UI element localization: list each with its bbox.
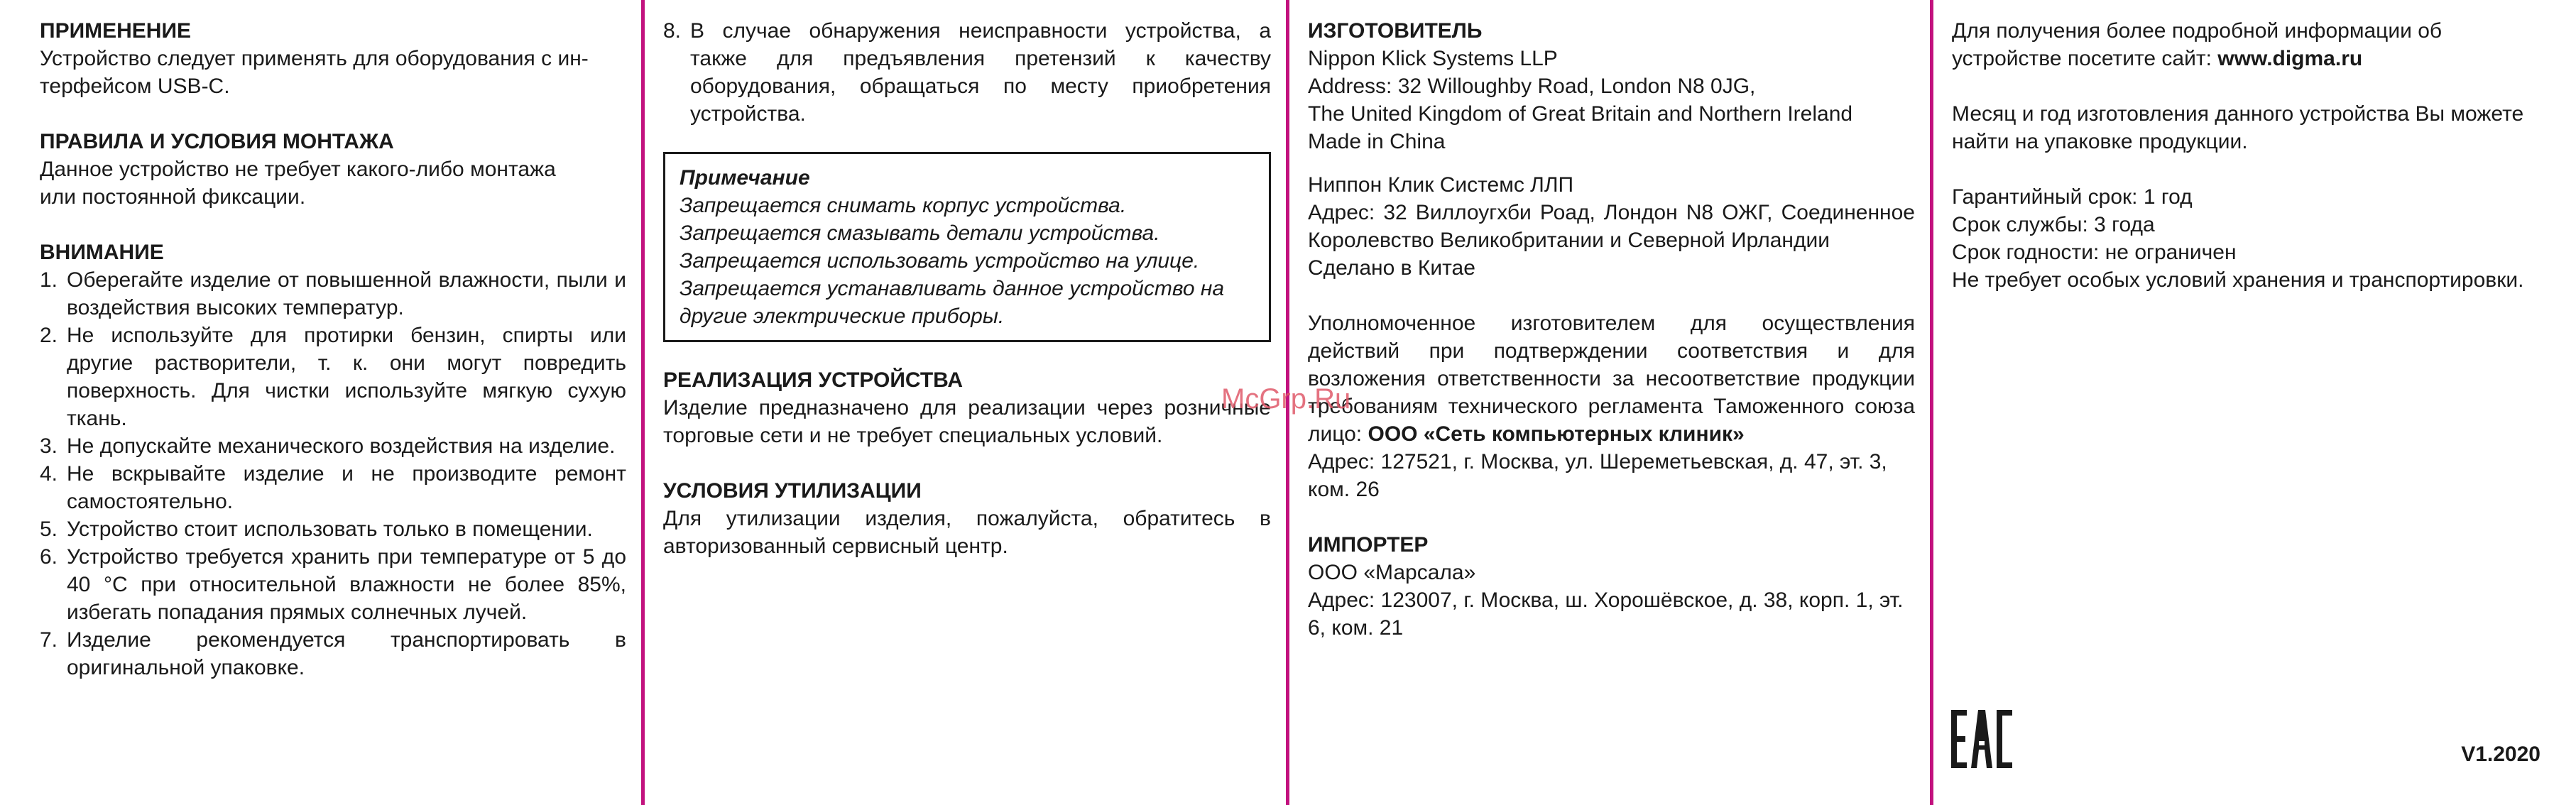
mount-title: ПРАВИЛА И УСЛОВИЯ МОНТАЖА [40,130,394,153]
warning-list-continued [663,17,1271,128]
usage-line-2: терфейсом USB-C. [40,75,230,98]
disposal-text: Для утилизации изделия, пожалуйста, обратитесь в авторизованный сервисный центр. [663,507,1271,558]
list-item [40,322,626,432]
authorized-address: Адрес: 127521, г. Москва, ул. Шереметьевская, д. 47, эт. 3, ком. 26 [1308,450,1887,501]
note-line: Запрещается устанавливать данное устройство на [680,277,1225,300]
list-item-text: В случае обнаружения неисправности устройства, а также для предъявления претензий к качеству оборудования, обращаться по месту приобретения устройства. [690,19,1271,126]
sale-title: РЕАЛИЗАЦИЯ УСТРОЙСТВА [663,368,963,392]
note-title: Примечание [680,166,810,190]
made-ru: Сделано в Китае [1308,256,1475,280]
list-item [40,460,626,515]
list-item-text: Не используйте для протирки бензин, спирты или другие растворители, т. к. они могут повредить поверхность. Для чистки используйте мягкую сухую ткань. [67,324,626,430]
list-item [40,626,626,681]
warranty-text: Гарантийный срок: 1 год [1952,185,2193,209]
list-item-number: 8. [663,19,682,43]
list-item-text: Устройство стоит использовать только в помещении. [67,518,593,541]
list-item [40,432,626,460]
warning-title: ВНИМАНИЕ [40,241,164,264]
info-text: Для получения более подробной информации об устройстве посетите сайт: [1952,19,2443,70]
company-en: Nippon Klick Systems LLP [1308,47,1558,70]
storage-text: Не требует особых условий хранения и транспортировки. [1952,268,2524,292]
info-block [1952,17,2541,72]
column-3 [1308,17,1915,642]
address-en-2: The United Kingdom of Great Britain and Northern Ireland [1308,102,1853,126]
list-item-number: 2. [40,324,58,347]
disposal-title: УСЛОВИЯ УТИЛИЗАЦИИ [663,479,922,503]
importer-title: ИМПОРТЕР [1308,533,1429,557]
warning-list [40,266,626,681]
service-text: Срок службы: 3 года [1952,213,2155,236]
column-divider-1 [641,0,645,805]
list-item-text: Не вскрывайте изделие и не производите ремонт самостоятельно. [67,462,626,513]
note-line: другие электрические приборы. [680,305,1005,328]
list-item [40,515,626,543]
note-line: Запрещается смазывать детали устройства. [680,221,1160,245]
mount-line-2: или постоянной фиксации. [40,185,306,209]
version-label: V1.2020 [2461,743,2540,766]
list-item-number: 4. [40,462,58,486]
eac-mark-icon [1951,710,2012,768]
list-item-number: 1. [40,268,58,292]
list-item-number: 5. [40,518,58,541]
list-item-number: 6. [40,545,58,569]
column-1 [40,17,626,681]
list-item-number: 3. [40,434,58,458]
list-item-text: Изделие рекомендуется транспортировать в оригинальной упаковке. [67,628,626,679]
manufacturer-title: ИЗГОТОВИТЕЛЬ [1308,19,1483,43]
shelf-text: Срок годности: не ограничен [1952,241,2237,264]
list-item-text: Оберегайте изделие от повышенной влажности, пыли и воздействия высоких температур. [67,268,626,319]
list-item [663,17,1271,128]
usage-title: ПРИМЕНЕНИЕ [40,19,192,43]
authorized-block [1308,310,1915,448]
address-ru: Адрес: 32 Виллоугхби Роад, Лондон N8 ОЖГ, Соединенное Королевство Великобритании и Северной Ирландии [1308,201,1915,252]
list-item [40,543,626,626]
usage-line-1: Устройство следует применять для оборудования с ин- [40,47,589,70]
made-en: Made in China [1308,130,1446,153]
column-divider-3 [1930,0,1933,805]
company-ru: Ниппон Клик Системс ЛЛП [1308,173,1574,197]
authorized-name: ООО «Сеть компьютерных клиник» [1368,422,1745,446]
note-box [663,152,1271,342]
date-text: Месяц и год изготовления данного устройства Вы можете найти на упаковке продукции. [1952,102,2524,153]
column-2 [663,17,1271,560]
note-line: Запрещается снимать корпус устройства. [680,194,1127,217]
note-line: Запрещается использовать устройство на улице. [680,249,1200,273]
watermark: McGrp.Ru [1221,383,1351,415]
authorized-text: Уполномоченное изготовителем для осуществления действий при подтверждении соответствия и для возложения ответственности за несоответствие продукции требованиям технического регламента Таможенного союза лицо: [1308,312,1915,446]
column-4 [1952,17,2541,294]
list-item-text: Не допускайте механического воздействия на изделие. [67,434,616,458]
site-link[interactable]: www.digma.ru [2217,47,2363,70]
address-en-1: Address: 32 Willoughby Road, London N8 0JG, [1308,75,1756,98]
list-item-text: Устройство требуется хранить при температуре от 5 до 40 °С при относительной влажности не более 85%, избегать попадания прямых солнечных лучей. [67,545,626,624]
sale-text: Изделие предназначено для реализации через розничные торговые сети и не требует специальных условий. [663,396,1271,447]
mount-line-1: Данное устройство не требует какого-либо монтажа [40,158,556,181]
importer-address: Адрес: 123007, г. Москва, ш. Хорошёвское, д. 38, корп. 1, эт. 6, ком. 21 [1308,588,1904,640]
list-item [40,266,626,322]
list-item-number: 7. [40,628,58,652]
importer-name: ООО «Марсала» [1308,561,1476,584]
